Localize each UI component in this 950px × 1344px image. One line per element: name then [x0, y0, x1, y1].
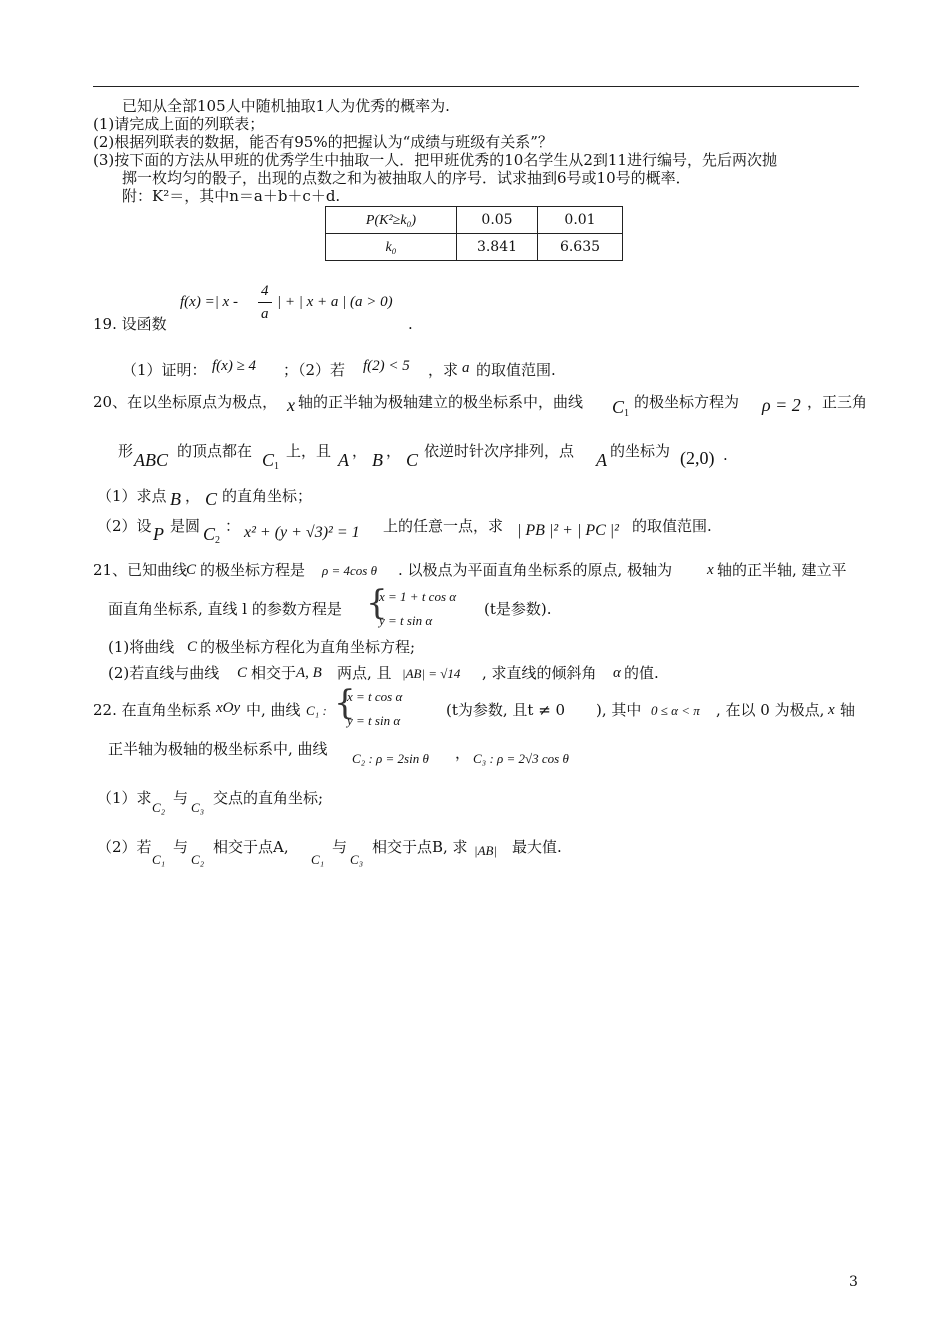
parametric-x: x = 1 + t cos α — [379, 589, 457, 604]
angle-alpha: α — [613, 665, 621, 681]
critical-value-table — [325, 206, 623, 261]
problem-20-part-2-a: （2）设 — [97, 517, 152, 535]
curve-c1-ref: $C_1$ — [262, 450, 280, 472]
table-cell: P(K²≥k₀) — [326, 207, 457, 234]
system-brace: { — [366, 583, 388, 623]
problem-21-intro-c: . 以极点为平面直角坐标系的原点, 极轴为 — [398, 561, 673, 579]
problem-20-intro-b: 轴的正半轴为极轴建立的极坐标系中，曲线 — [298, 393, 584, 411]
problem-21-part-2-a: (2)若直线与曲线 — [108, 664, 220, 682]
xoy-system: xOy — [216, 700, 241, 716]
problem-20-intro-a: 20、在以坐标原点为极点， — [93, 393, 278, 411]
parametric-x: x = t cos α — [347, 689, 403, 704]
point-c: C — [406, 450, 419, 470]
problem-20-part-2-b: 是圆 — [170, 517, 201, 535]
problem-22-intro-b: 中, 曲线 — [246, 701, 301, 719]
table-cell: 3.841 — [457, 234, 538, 261]
point-c-ref: C — [205, 489, 218, 509]
problem-19-part-2-label: ；（2）若 — [283, 361, 346, 379]
question-1: (1)请完成上面的列联表； — [93, 115, 265, 133]
problem-22-intro-c: (t为参数, 且t ≠ 0 — [446, 701, 566, 719]
with: 与 — [173, 789, 189, 807]
problem-21-part-1-b: 的极坐标方程化为直角坐标方程; — [200, 638, 416, 656]
curve-c2: C₂ — [152, 800, 166, 815]
triangle-abc: ABC — [134, 450, 168, 470]
fraction-denominator: a — [261, 306, 269, 322]
problem-19-part-2-tail: ，求 — [428, 361, 459, 379]
problem-20-intro-c: 的极坐标方程为 — [634, 393, 740, 411]
parametric-y: y = t sin α — [347, 713, 401, 728]
table-cell: 0.05 — [457, 207, 538, 234]
problem-22-intro-a: 22. 在直角坐标系 — [93, 701, 212, 719]
fraction-bar — [258, 302, 272, 303]
curve-c2-equation: C₂ : ρ = 2sin θ — [352, 751, 429, 766]
curve-c: C — [186, 562, 197, 578]
problem-22-intro-d: ), 其中 — [596, 701, 642, 719]
problem-19-function: f(x) =| x - — [180, 294, 238, 310]
table-cell: 0.01 — [538, 207, 623, 234]
period: . — [723, 446, 728, 464]
point-a-ref: A — [596, 450, 607, 470]
question-2: (2)根据列联表的数据，能否有95%的把握认为“成绩与班级有关系”？ — [93, 133, 553, 151]
system-brace: { — [334, 683, 356, 723]
problem-20-line2-c: 上，且 — [286, 442, 332, 460]
problem-20-intro-d: ，正三角 — [807, 393, 868, 411]
with: 与 — [332, 838, 348, 856]
problem-22-line2-a: 正半轴为极轴的极坐标系中, 曲线 — [108, 740, 328, 758]
point-b-ref: B — [170, 489, 181, 509]
rho-equation: ρ = 2 — [762, 395, 801, 415]
segment-ab: |AB| — [474, 843, 498, 858]
polar-equation: ρ = 4cos θ — [322, 563, 377, 578]
problem-20-part-1-a: （1）求点 — [97, 487, 167, 505]
inequality-2: f(2) < 5 — [363, 358, 410, 374]
problem-19-part-1-label: （1）证明： — [122, 361, 207, 379]
curve-c3: C₃ — [350, 852, 364, 867]
curve-c3-equation: C₃ : ρ = 2√3 cos θ — [473, 751, 569, 766]
comma: ， — [386, 442, 402, 460]
table-cell: k₀ — [326, 234, 457, 261]
problem-19-number: 19. 设函数 — [93, 315, 167, 333]
problem-21-intro-b: 的极坐标方程是 — [200, 561, 306, 579]
problem-21-part-2-d: , 求直线的倾斜角 — [482, 664, 597, 682]
variable-a: a — [462, 360, 470, 376]
var-x: x — [287, 395, 295, 415]
table-cell: 6.635 — [538, 234, 623, 261]
point-a: A — [338, 450, 349, 470]
problem-20-line2-b: 的顶点都在 — [177, 442, 253, 460]
problem-22-part-1-b: 交点的直角坐标; — [213, 789, 324, 807]
problem-20-part-1-b: 的直角坐标； — [222, 487, 313, 505]
var-x: x — [828, 702, 835, 718]
problem-20-part-2-d: 的取值范围. — [632, 517, 712, 535]
point-p: P — [153, 524, 164, 544]
appendix-formula: 附：K²＝，其中n＝a＋b＋c＋d. — [122, 187, 341, 205]
with: 与 — [173, 838, 189, 856]
meet-point-a: 相交于点A, — [213, 838, 289, 856]
curve-c-ref: C — [237, 665, 248, 681]
question-3-line-1: (3)按下面的方法从甲班的优秀学生中抽取一人．把甲班优秀的10名学生从2到11进行编号，先后两次抛 — [93, 151, 777, 169]
problem-21-line2-b: (t是参数). — [484, 600, 552, 618]
problem-19-function-tail: | + | x + a | (a > 0) — [277, 294, 393, 310]
question-3-line-2: 掷一枚均匀的骰子，出现的点数之和为被抽取人的序号．试求抽到6号或10号的概率． — [122, 169, 691, 187]
problem-21-part-2-b: 相交于 — [251, 664, 297, 682]
problem-22-part-1-a: （1）求 — [97, 789, 152, 807]
point-a-coordinates: (2,0) — [680, 448, 715, 468]
point-b: B — [372, 450, 383, 470]
problem-20-line2-d: 依逆时针次序排列，点 — [424, 442, 575, 460]
problem-21-intro-a: 21、已知曲线 — [93, 561, 188, 579]
problem-22-intro-e: , 在以 0 为极点, — [716, 701, 825, 719]
problem-20-line2-a: 形 — [118, 442, 134, 460]
problem-21-intro-d: 轴的正半轴, 建立平 — [717, 561, 847, 579]
distance-sum-expression: | PB |² + | PC |² — [517, 522, 619, 539]
points-ab: A, B — [296, 665, 322, 681]
circle-equation: x² + (y + √3)² = 1 — [244, 524, 360, 541]
problem-19-period: . — [408, 315, 413, 333]
problem-21-part-2-e: 的值. — [624, 664, 659, 682]
problem-21-part-2-c: 两点, 且 — [337, 664, 392, 682]
header-rule — [93, 86, 859, 87]
circle-c2: $C_2$ — [203, 524, 221, 546]
curve-c-ref: C — [187, 639, 198, 655]
problem-21-line2-a: 面直角坐标系, 直线 l 的参数方程是 — [108, 600, 342, 618]
comma: ， — [185, 487, 201, 505]
curve-c3: C₃ — [191, 800, 205, 815]
problem-22-intro-f: 轴 — [840, 701, 856, 719]
table-row — [326, 207, 623, 234]
separator: ， — [455, 744, 471, 762]
inequality-1: f(x) ≥ 4 — [212, 358, 257, 374]
curve-c1: $C_1$ — [612, 397, 630, 419]
fraction-numerator: 4 — [261, 283, 269, 299]
problem-19-part-2-end: 的取值范围. — [476, 361, 556, 379]
problem-21-part-1-a: (1)将曲线 — [108, 638, 175, 656]
curve-c1: C₁ — [311, 852, 325, 867]
probability-line: 已知从全部105人中随机抽取1人为优秀的概率为. — [122, 97, 450, 115]
comma: ， — [352, 442, 368, 460]
problem-20-line2-e: 的坐标为 — [610, 442, 671, 460]
curve-c1: C₁ — [152, 852, 166, 867]
table-row — [326, 234, 623, 261]
meet-point-b: 相交于点B, 求 — [372, 838, 468, 856]
problem-22-part-2-a: （2）若 — [97, 838, 152, 856]
alpha-range: 0 ≤ α < π — [651, 703, 700, 718]
chord-length: |AB| = √14 — [402, 666, 461, 681]
curve-c1-label: C₁ : — [306, 703, 327, 718]
problem-20-part-2-c: 上的任意一点，求 — [383, 517, 504, 535]
curve-c2: C₂ — [191, 852, 205, 867]
var-x: x — [707, 562, 714, 578]
colon: ： — [225, 517, 241, 535]
problem-22-part-2-b: 最大值. — [512, 838, 562, 856]
parametric-y: y = t sin α — [379, 613, 433, 628]
page-number: 3 — [849, 1274, 858, 1290]
